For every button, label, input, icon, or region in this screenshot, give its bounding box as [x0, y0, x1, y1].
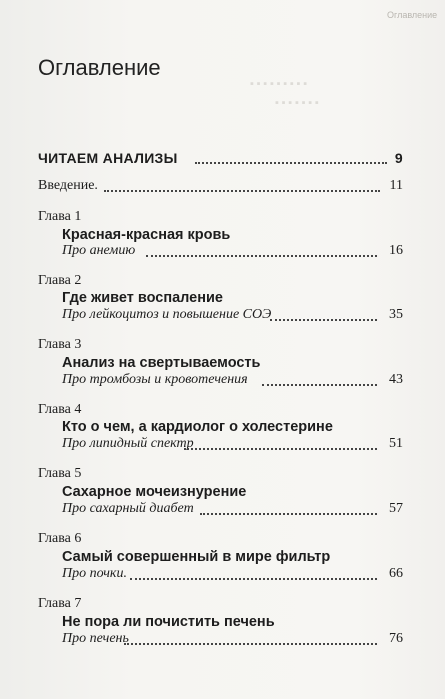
running-head: Оглавление	[387, 10, 438, 20]
chapter-number: Глава 6	[38, 531, 82, 546]
leader-dots	[262, 383, 377, 386]
chapter-subtitle: Про тромбозы и кровотечения	[62, 372, 248, 387]
chapter-number: Глава 4	[38, 402, 82, 417]
chapter-number: Глава 3	[38, 337, 82, 352]
page-number: 9	[394, 150, 403, 166]
show-through: ▪ ▪ ▪ ▪ ▪ ▪ ▪	[275, 97, 319, 109]
main-section-label: ЧИТАЕМ АНАЛИЗЫ	[38, 150, 178, 166]
chapter-subtitle: Про лейкоцитоз и повышение СОЭ	[62, 307, 272, 322]
chapter-subtitle: Про печень	[62, 631, 129, 646]
leader-dots	[200, 512, 377, 515]
chapter-title: Анализ на свертываемость	[62, 355, 261, 371]
intro-label: Введение.	[38, 178, 98, 193]
chapter-number: Глава 5	[38, 466, 82, 481]
chapter-title: Красная-красная кровь	[62, 227, 231, 243]
leader-dots	[184, 447, 377, 450]
chapter-subtitle: Про анемию	[62, 243, 136, 258]
page-number: 43	[389, 372, 403, 387]
chapter-number: Глава 2	[38, 273, 82, 288]
chapter-title: Не пора ли почистить печень	[62, 614, 275, 630]
page-number: 35	[389, 307, 403, 322]
show-through: ▪ ▪ ▪ ▪ ▪ ▪ ▪ ▪ ▪	[250, 78, 308, 90]
chapter-title: Сахарное мочеизнурение	[62, 484, 247, 500]
page-number: 57	[389, 501, 403, 516]
leader-dots	[124, 642, 377, 645]
page-number: 51	[389, 436, 403, 451]
chapter-subtitle: Про липидный спектр	[62, 436, 194, 451]
leader-dots	[195, 161, 387, 164]
chapter-subtitle: Про сахарный диабет	[62, 501, 194, 516]
chapter-title: Кто о чем, а кардиолог о холестерине	[62, 419, 333, 435]
page-number: 76	[389, 631, 403, 646]
page-title: Оглавление	[38, 55, 161, 80]
page-number: 16	[389, 243, 403, 258]
chapter-title: Самый совершенный в мире фильтр	[62, 549, 331, 565]
page-number: 11	[389, 178, 403, 193]
leader-dots	[130, 577, 377, 580]
leader-dots	[270, 318, 377, 321]
leader-dots	[104, 189, 380, 192]
page-number: 66	[389, 566, 403, 581]
chapter-number: Глава 1	[38, 209, 82, 224]
leader-dots	[146, 254, 377, 257]
chapter-title: Где живет воспаление	[62, 290, 223, 306]
chapter-number: Глава 7	[38, 596, 82, 611]
chapter-subtitle: Про почки.	[62, 566, 127, 581]
